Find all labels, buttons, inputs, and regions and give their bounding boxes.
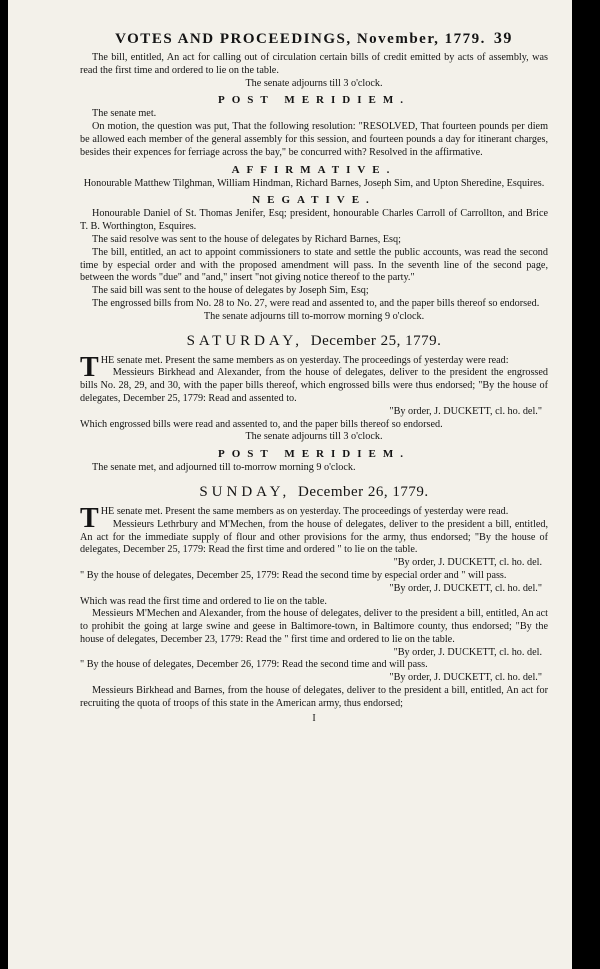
paragraph: On motion, the question was put, That the following resolution: "RESOLVED, That fourteen pounds per diem be allowed each member of the general assembly for this session, and fourteen pounds a day for itinerant charges, besides their expences for ferriage across the bay," be concurred with? Resolved in the affirmative. (80, 121, 548, 158)
paragraph: " By the house of delegates, December 25, 1779: Read the second time by especial order and " will pass. (80, 569, 507, 581)
adjournment-line: The senate adjourns till 3 o'clock. (245, 77, 383, 89)
day-date: December 25, 1779. (310, 332, 442, 349)
paragraph: The engrossed bills from No. 28 to No. 27, were read and assented to, and the paper bills thereof so endorsed. (92, 297, 540, 309)
affirmative-heading: AFFIRMATIVE. (231, 163, 397, 176)
paragraph: Which was read the first time and ordered to lie on the table. (80, 595, 327, 607)
scan-edge (572, 0, 586, 969)
paragraph: THE senate met. Present the same members as on yesterday. The proceedings of yesterday were read: (80, 351, 509, 383)
section-heading: POST MERIDIEM. (218, 94, 410, 107)
day-heading-sunday (80, 484, 548, 501)
paragraph: The bill, entitled, an act to appoint commissioners to state and settle the public accounts, was read the second time by especial order and with the proposed amendment will pass. In the seventh line of the second page, between the words "due" and "and," insert "not giving notice thereof to the party." (80, 246, 548, 284)
clerk-signature: "By order, J. DUCKETT, cl. ho. del. (393, 646, 542, 658)
paragraph: The bill, entitled, An act for calling out of circulation certain bills of credit emitted by acts of assembly, was read the first time and ordered to lie on the table. (80, 52, 548, 76)
clerk-signature: "By order, J. DUCKETT, cl. ho. del." (389, 582, 542, 594)
document-page (8, 0, 586, 969)
paragraph: The said bill was sent to the house of delegates by Joseph Sim, Esq; (92, 285, 369, 297)
running-header (80, 30, 548, 48)
page-content (80, 30, 548, 724)
clerk-signature: "By order, J. DUCKETT, cl. ho. del. (393, 557, 542, 569)
signature-mark: I (312, 712, 316, 724)
day-name: SATURDAY, (186, 332, 304, 349)
day-heading-saturday (80, 333, 548, 350)
drop-cap: T (80, 351, 99, 383)
paragraph: The senate met. (92, 108, 157, 120)
paragraph: THE senate met. Present the same members as on yesterday. The proceedings of yesterday were read. (80, 502, 509, 534)
drop-cap: T (80, 502, 99, 534)
day-date: December 26, 1779. (298, 483, 429, 500)
paragraph: Messieurs Birkhead and Alexander, from the house of delegates, deliver to the president the engrossed bills No. 28, 29, and 30, with the paper bills thereof, which engrossed bills were thus endorsed; "By the house of delegates, December 25, 1779: Read and assented to. (80, 367, 548, 404)
negative-heading: NEGATIVE. (252, 194, 376, 207)
header-title: VOTES AND PROCEEDINGS, November, 1779. (115, 31, 486, 47)
clerk-signature: "By order, J. DUCKETT, cl. ho. del." (389, 672, 542, 684)
paragraph: Which engrossed bills were read and assented to, and the paper bills thereof so endorsed. (80, 418, 443, 430)
paragraph: Messieurs Birkhead and Barnes, from the house of delegates, deliver to the president a bill, entitled, An act for recruiting the quota of troops of this state in the American army, thus endorsed; (80, 685, 548, 709)
paragraph: The senate met, and adjourned till to-morrow morning 9 o'clock. (92, 462, 356, 474)
negative-names: Honourable Daniel of St. Thomas Jenifer, Esq; president, honourable Charles Carroll of Carrollton, and Brice T. B. Worthington, Esquires. (80, 208, 548, 233)
paragraph: Messieurs M'Mechen and Alexander, from the house of delegates, deliver to the president a bill, entitled, An act to prohibit the going at large swine and geese in Baltimore-town, in Baltimore county, thus endorsed; "By the house of delegates, December 23, 1779: Read the " first time and ordered to lie on the table. (80, 608, 548, 645)
page-number: 39 (493, 30, 513, 47)
paragraph: Messieurs Lethrbury and M'Mechen, from the house of delegates, deliver to the president a bill, entitled, An act for the immediate supply of flour and other provisions for the army, thus endorsed; "By the house of delegates, December 25, 1779: Read the first time and ordered " to lie on the table. (80, 518, 548, 556)
adjournment-line: The senate adjourns till to-morrow morning 9 o'clock. (203, 310, 425, 322)
affirmative-names: Honourable Matthew Tilghman, William Hindman, Richard Barnes, Joseph Sim, and Upton Sheredine, Esquires. (83, 177, 545, 189)
paragraph: " By the house of delegates, December 26, 1779: Read the second time and will pass. (80, 659, 428, 671)
paragraph: The said resolve was sent to the house of delegates by Richard Barnes, Esq; (92, 233, 401, 245)
adjournment-line: The senate adjourns till 3 o'clock. (245, 431, 383, 443)
day-name: SUNDAY, (199, 483, 291, 500)
clerk-signature: "By order, J. DUCKETT, cl. ho. del." (389, 405, 542, 417)
section-heading: POST MERIDIEM. (218, 448, 410, 461)
